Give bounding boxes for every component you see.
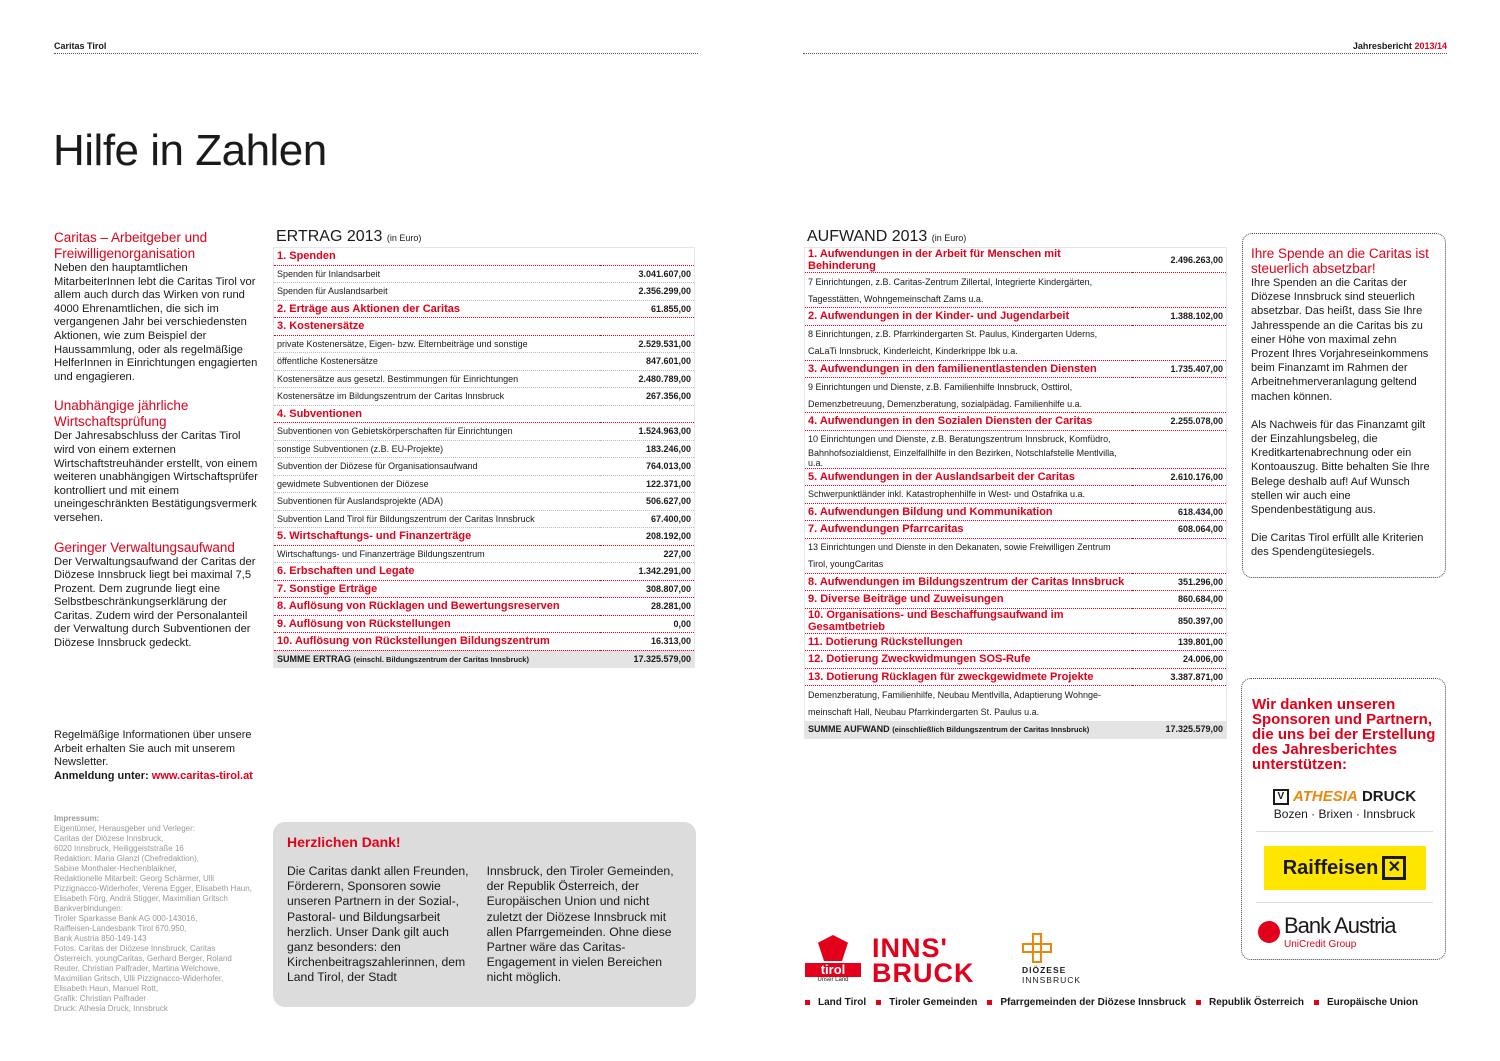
table-row [274,458,695,476]
table-row [274,545,695,563]
newsletter-block [54,729,264,783]
bank-austria-name: Bank Austria [1284,913,1396,939]
table-row [805,273,1227,291]
table-section-row [274,563,695,581]
table-row [274,493,695,511]
page-title: Hilfe in Zahlen [53,126,327,175]
table-row [805,343,1227,361]
table-section-row [274,300,695,318]
row-amount: 61.855,00 [600,300,695,318]
row-amount [1132,486,1227,504]
partner-item: Tiroler Gemeinden [876,997,977,1008]
row-label: CaLaTi Innsbruck, Kinderleicht, Kinderkrippe Ibk u.a. [805,343,1132,361]
row-label: 2. Erträge aus Aktionen der Caritas [274,300,600,318]
impressum-line: Redaktion: Maria Glanzl (Chefredaktion), [54,854,199,863]
table-section-row [805,608,1227,633]
sidebar [54,230,260,651]
row-label: 5. Aufwendungen in der Auslandsarbeit der Caritas [805,468,1132,486]
impressum-line: Fotos: Caritas der Diözese Innsbruck, Caritas [54,944,216,953]
sidebar-text: Neben den hauptamtlichen MitarbeiterInnen lebt die Caritas Tirol vor allem auch durch das Wirken von rund 4000 Ehrenamtlichen, die sich im vergangenen Jahr bei verschiedensten Aktionen, wie zum Beispiel der Haussammlung, oder als regelmäßige HelferInnen in Einrichtungen engagierten und engagieren. [54,262,258,383]
impressum-line: Caritas der Diözese Innsbruck, [54,834,164,843]
impressum-line: Redaktionelle Mitarbeit: Georg Schärmer, Ulli [54,874,215,883]
table-section-row [805,468,1227,486]
table-section-row [805,248,1227,273]
impressum-line: Druck: Athesia Druck, Innsbruck [54,1004,168,1013]
row-label: Demenzbetreuung, Demenzberatung, sozialpädag. Familienhilfe u.a. [805,395,1132,413]
tirol-tagline: Unser Land [817,977,849,983]
row-label: 1. Spenden [274,248,600,266]
athesia-mark-icon: V [1273,789,1289,805]
row-amount [1132,378,1227,396]
table-row [805,556,1227,574]
row-amount: 122.371,00 [600,475,695,493]
table-section-row [805,633,1227,651]
sum-label: SUMME AUFWAND [808,724,890,734]
row-amount [1132,325,1227,343]
table-row [805,378,1227,396]
row-label: Schwerpunktländer inkl. Katastrophenhilfe in West- und Ostafrika u.a. [805,486,1132,504]
bank-austria-sub: UniCredit Group [1284,939,1357,951]
impressum-line: Eigentümer, Herausgeber und Verleger: [54,824,195,833]
row-label: 12. Dotierung Zweckwidmungen SOS-Rufe [805,651,1132,669]
row-amount: 1.735.407,00 [1132,360,1227,378]
donation-info-box [1242,233,1446,578]
sidebar-heading: Unabhängige jährliche Wirtschaftsprüfung [54,398,189,430]
row-label: 11. Dotierung Rückstellungen [805,633,1132,651]
sidebar-text: Der Jahresabschluss der Caritas Tirol wird von einem externen Wirtschaftstreuhänder erstellt, von einem weiteren unabhängigen Wirtschaftsprüfer kontrolliert und mit einem uneingeschränkten Bestätigungsvermerk versehen. [54,430,258,524]
tirol-eagle-icon [818,935,848,961]
header-left-divider [54,53,698,54]
row-label: 9. Diverse Beiträge und Zuweisungen [805,591,1132,609]
row-label: Subvention Land Tirol für Bildungszentrum der Caritas Innsbruck [274,510,600,528]
table-section-row [805,521,1227,539]
row-amount: 2.610.176,00 [1132,468,1227,486]
row-label: 13. Dotierung Rücklagen für zweckgewidmete Projekte [805,668,1132,686]
row-label: Subvention der Diözese für Organisationsaufwand [274,458,600,476]
sidebar-heading: Caritas – Arbeitgeber und Freiwilligenorganisation [54,230,208,261]
table-section-row [274,598,695,616]
table-row [805,486,1227,504]
row-amount [1132,556,1227,574]
partner-list [805,997,1418,1008]
impressum-line: Bankverbindungen: [54,904,123,913]
table-section-row [274,615,695,633]
thanks-box [273,822,696,1007]
row-amount: 3.041.607,00 [600,265,695,283]
tirol-logo [805,935,861,987]
row-label: 1. Aufwendungen in der Arbeit für Menschen mit Behinderung [805,248,1132,273]
table-section-row [805,651,1227,669]
row-amount: 24.006,00 [1132,651,1227,669]
partner-item: Republik Österreich [1196,997,1304,1008]
newsletter-link[interactable]: www.caritas-tirol.at [151,769,253,782]
ertrag-title: ERTRAG 2013 [276,228,383,245]
aufwand-title: AUFWAND 2013 [807,228,928,245]
table-section-row [274,528,695,546]
row-amount [1132,686,1227,704]
impressum-line: Tiroler Sparkasse Bank AG 000-143016, [54,914,198,923]
table-row [805,686,1227,704]
row-label: 5. Wirtschaftungs- und Finanzerträge [274,528,600,546]
table-row [274,370,695,388]
table-row [274,510,695,528]
impressum-lines [54,824,269,1014]
table-row [274,440,695,458]
partner-item: Land Tirol [805,997,866,1008]
sum-amount: 17.325.579,00 [600,650,695,668]
impressum-line: Reuter, Christian Palfrader, Martina Welchowe, [54,964,221,973]
row-amount [1132,395,1227,413]
table-section-row [805,591,1227,609]
athesia-suffix: DRUCK [1361,788,1417,805]
row-amount: 0,00 [600,615,695,633]
table-row [805,395,1227,413]
row-label: 4. Subventionen [274,405,600,423]
bank-austria-logo [1252,913,1437,950]
impressum [54,814,269,1014]
impressum-line: Maximilian Gritsch, Ulli Pizzignacco-Widerhofer, [54,974,224,983]
table-section-row [805,360,1227,378]
row-label: Bahnhofsozialdienst, Einzelfallhilfe in den Bezirken, Notschlafstelle Mentlvilla, u.a. [805,448,1132,469]
row-label: 10. Auflösung von Rückstellungen Bildungszentrum [274,633,600,651]
impressum-line: Raiffeisen-Landesbank Tirol 670.950, [54,924,187,933]
donation-paragraph: Die Caritas Tirol erfüllt alle Kriterien des Spendengütesiegels. [1251,532,1424,559]
row-label: gewidmete Subventionen der Diözese [274,475,600,493]
row-amount: 2.480.789,00 [600,370,695,388]
row-label: Kostenersätze aus gesetzl. Bestimmungen für Einrichtungen [274,370,600,388]
innsbruck-line2: BRUCK [872,958,975,988]
row-label: meinschaft Hall, Neubau Pfarrkindergarten St. Paulus u.a. [808,706,1040,717]
row-label: Demenzberatung, Familienhilfe, Neubau Mentlvilla, Adaptierung Wohnge- [808,689,1102,700]
row-amount [1132,290,1227,308]
row-label: Spenden für Inlandsarbeit [274,265,600,283]
thanks-col2: Innsbruck, den Tiroler Gemeinden, der Republik Österreich, der Europäischen Union und nicht zuletzt der Diözese Innsbruck mit allen Pfarrgemeinden. Ohne diese Partner wäre das Caritas-Engagement in vielen Bereichen nicht möglich. [486,864,674,985]
row-amount: 267.356,00 [600,388,695,406]
row-label: 10 Einrichtungen und Dienste, z.B. Beratungszentrum Innsbruck, Komfüdro, [808,434,1111,444]
header-right-year: 2013/14 [1414,41,1447,51]
table-row [274,423,695,441]
row-label: 9 Einrichtungen und Dienste, z.B. Familienhilfe Innsbruck, Osttirol, [808,381,1073,392]
header-left: Caritas Tirol [54,41,107,51]
ertrag-title-row [273,228,695,247]
row-amount: 506.627,00 [600,493,695,511]
sum-note: (einschließlich Bildungszentrum der Caritas Innsbruck) [892,725,1090,734]
table-row [805,448,1227,469]
table-row [274,353,695,371]
table-section-row [805,413,1227,431]
row-label: Spenden für Auslandsarbeit [274,283,600,301]
row-label: 4. Aufwendungen in den Sozialen Diensten der Caritas [805,413,1132,431]
aufwand-title-row [804,228,1227,247]
ertrag-unit: (in Euro) [386,233,422,243]
table-row [274,335,695,353]
row-amount: 208.192,00 [600,528,695,546]
table-section-row [805,668,1227,686]
donation-heading: Ihre Spende an die Caritas ist steuerlich absetzbar! [1251,246,1429,276]
row-label: Wirtschaftungs- und Finanzerträge Bildungszentrum [274,545,600,563]
row-label: 8. Auflösung von Rücklagen und Bewertungsreserven [274,598,600,616]
row-label: Subventionen für Auslandsprojekte (ADA) [274,493,600,511]
dioezese-logo [1022,933,1081,985]
sum-note: (einschl. Bildungszentrum der Caritas Innsbruck) [353,654,529,664]
row-label: 7. Sonstige Erträge [274,580,600,598]
table-section-row [274,248,695,266]
table-sum-row [274,650,695,668]
row-label: Tirol, youngCaritas [805,556,1132,574]
row-amount: 618.434,00 [1132,503,1227,521]
row-amount: 847.601,00 [600,353,695,371]
aufwand-section [804,228,1227,739]
row-amount: 227,00 [600,545,695,563]
table-row [274,388,695,406]
table-row [805,430,1227,448]
table-sum-row [805,721,1227,739]
sum-label: SUMME ERTRAG [277,653,351,664]
row-amount [600,318,695,336]
row-amount: 183.246,00 [600,440,695,458]
row-amount [1132,430,1227,448]
row-label: Tagesstätten, Wohngemeinschaft Zams u.a. [805,290,1132,308]
sum-label-cell [274,650,600,668]
table-section-row [274,633,695,651]
innsbruck-line1: INNS' [872,933,948,963]
aufwand-table [804,247,1227,739]
row-amount: 608.064,00 [1132,521,1227,539]
cross-icon [1022,933,1052,963]
table-section-row [274,580,695,598]
row-label: 9. Auflösung von Rückstellungen [274,615,600,633]
header-right-divider [803,53,1447,54]
impressum-line: Elisabeth Haun, Manuel Rott, [54,984,159,993]
row-label: 3. Kostenersätze [274,318,600,336]
row-amount: 351.296,00 [1132,573,1227,591]
dioezese-line2: INNSBRUCK [1022,975,1082,985]
row-amount: 2.356.299,00 [600,283,695,301]
row-amount [1132,343,1227,361]
newsletter-text: Regelmäßige Informationen über unsere Arbeit erhalten Sie auch mit unserem Newsletter. [54,729,252,769]
row-amount: 3.387.871,00 [1132,668,1227,686]
tirol-wordmark: tirol [805,963,861,977]
header-right-label: Jahresbericht [1352,41,1412,51]
partner-item: Pfarrgemeinden der Diözese Innsbruck [987,997,1186,1008]
raiffeisen-logo [1264,846,1426,890]
row-label: 10. Organisations- und Beschaffungsaufwand im Gesamtbetrieb [805,608,1132,633]
dioezese-line1: DIÖZESE [1022,965,1067,975]
impressum-line: 6020 Innsbruck, Heiliggeiststraße 16 [54,844,184,853]
row-label: sonstige Subventionen (z.B. EU-Projekte) [274,440,600,458]
impressum-line: Bank Austria 850-149-143 [54,934,147,943]
partner-item: Europäische Union [1314,997,1418,1008]
sidebar-heading: Geringer Verwaltungsaufwand [54,539,235,555]
row-amount: 850.397,00 [1132,608,1227,633]
row-label: 2. Aufwendungen in der Kinder- und Jugendarbeit [805,308,1132,326]
row-label: 8 Einrichtungen, z.B. Pfarrkindergarten St. Paulus, Kindergarten Uderns, [808,329,1098,339]
row-amount: 139.801,00 [1132,633,1227,651]
athesia-name: ATHESIA [1293,788,1358,805]
row-amount: 308.807,00 [600,580,695,598]
row-amount: 2.255.078,00 [1132,413,1227,431]
row-label: 7. Aufwendungen Pfarrcaritas [805,521,1132,539]
row-amount: 2.529.531,00 [600,335,695,353]
sum-label-cell [805,721,1132,739]
row-amount [1132,448,1227,469]
table-row [274,283,695,301]
row-label: private Kostenersätze, Eigen- bzw. Elternbeiträge und sonstige [274,335,600,353]
donation-paragraph: Ihre Spenden an die Caritas der Diözese Innsbruck sind steuerlich absetzbar. Das heißt, dass Sie Ihre Jahresspende an die Caritas bis zu einer Höhe von maximal zehn Prozent Ihres Vorjahreseinkommens beim Finanzamt im Rahmen der Arbeitnehmerveranlagung geltend machen können. [1251,277,1429,403]
row-label: 6. Aufwendungen Bildung und Kommunikation [805,503,1132,521]
sponsor-heading: Wir danken unseren Sponsoren und Partnern, die uns bei der Erstellung des Jahresberichtes unterstützen: [1252,696,1436,773]
impressum-line: Sabine Monthaler-Hechenblaikner, [54,864,177,873]
table-row [805,538,1227,556]
ertrag-section [273,228,695,668]
row-amount: 67.400,00 [600,510,695,528]
ertrag-table [273,247,695,668]
row-label: Kostenersätze im Bildungszentrum der Caritas Innsbruck [274,388,600,406]
table-section-row [805,308,1227,326]
table-section-row [274,318,695,336]
raiffeisen-name: Raiffeisen [1282,856,1379,879]
row-label: öffentliche Kostenersätze [274,353,600,371]
raiffeisen-gable-icon: ✕ [1382,856,1406,880]
row-amount: 860.684,00 [1132,591,1227,609]
row-label: Subventionen von Gebietskörperschaften für Einrichtungen [274,423,600,441]
impressum-line: Elisabeth Förg, Andrä Stigger, Maximilian Gritsch [54,894,228,903]
unicredit-icon [1258,921,1280,943]
row-amount [600,405,695,423]
row-amount [1132,538,1227,556]
row-amount: 764.013,00 [600,458,695,476]
row-amount [1132,273,1227,291]
table-row [805,703,1227,721]
aufwand-unit: (in Euro) [931,233,967,243]
table-section-row [805,503,1227,521]
row-label: 13 Einrichtungen und Dienste in den Dekanaten, sowie Freiwilligen Zentrum [808,542,1111,552]
row-label: 6. Erbschaften und Legate [274,563,600,581]
row-amount [600,248,695,266]
table-row [805,290,1227,308]
sponsor-box [1241,678,1446,960]
table-section-row [274,405,695,423]
impressum-title: Impressum: [54,814,100,823]
table-section-row [805,573,1227,591]
row-amount: 1.342.291,00 [600,563,695,581]
row-label: 7 Einrichtungen, z.B. Caritas-Zentrum Zillertal, Integrierte Kindergärten, [808,276,1093,287]
sidebar-text: Der Verwaltungsaufwand der Caritas der Diözese Innsbruck liegt bei maximal 7,5 Prozent. Dem zugrunde liegt eine Selbstbeschränkungserklärung der Caritas. Zudem wird der Personalanteil der Verwaltung durch Subventionen der Diözese Innsbruck gedeckt. [54,555,256,650]
athesia-cities: Bozen · Brixen · Innsbruck [1273,807,1416,822]
row-amount [1132,703,1227,721]
row-amount: 2.496.263,00 [1132,248,1227,273]
row-label: 3. Aufwendungen in den familienentlastenden Diensten [805,360,1132,378]
innsbruck-logo [872,933,975,988]
athesia-logo [1252,788,1437,821]
thanks-heading: Herzlichen Dank! [287,834,401,850]
donation-paragraph: Als Nachweis für das Finanzamt gilt der Einzahlungsbeleg, die Kreditkartenabrechnung oder ein Kontoauszug. Bitte behalten Sie Ihre Belege deshalb auf! Auf Wunsch stellen wir auch eine Spendenbestätigung aus. [1251,418,1430,517]
table-row [274,265,695,283]
row-amount: 1.524.963,00 [600,423,695,441]
header-right [1353,41,1447,51]
row-label: 8. Aufwendungen im Bildungszentrum der Caritas Innsbruck [805,573,1132,591]
table-row [274,475,695,493]
row-amount: 28.281,00 [600,598,695,616]
row-amount: 16.313,00 [600,633,695,651]
newsletter-signup-label: Anmeldung unter: [54,769,149,782]
table-row [805,325,1227,343]
impressum-line: Pizzignacco-Widerhofer, Verena Egger, Elisabeth Haun, [54,884,252,893]
sum-amount: 17.325.579,00 [1132,721,1227,739]
impressum-line: Grafik: Christian Palfrader [54,994,147,1003]
impressum-line: Österreich, youngCaritas, Gerhard Berger, Roland [54,954,232,963]
row-amount: 1.388.102,00 [1132,308,1227,326]
thanks-col1: Die Caritas dankt allen Freunden, Förderern, Sponsoren sowie unseren Partnern in der Sozial-, Pastoral- und Bildungsarbeit herzlich. Unser Dank gilt auch ganz besonders: den Kirchenbeitragszahlerinnen, dem Land Tirol, der Stadt [287,864,469,985]
